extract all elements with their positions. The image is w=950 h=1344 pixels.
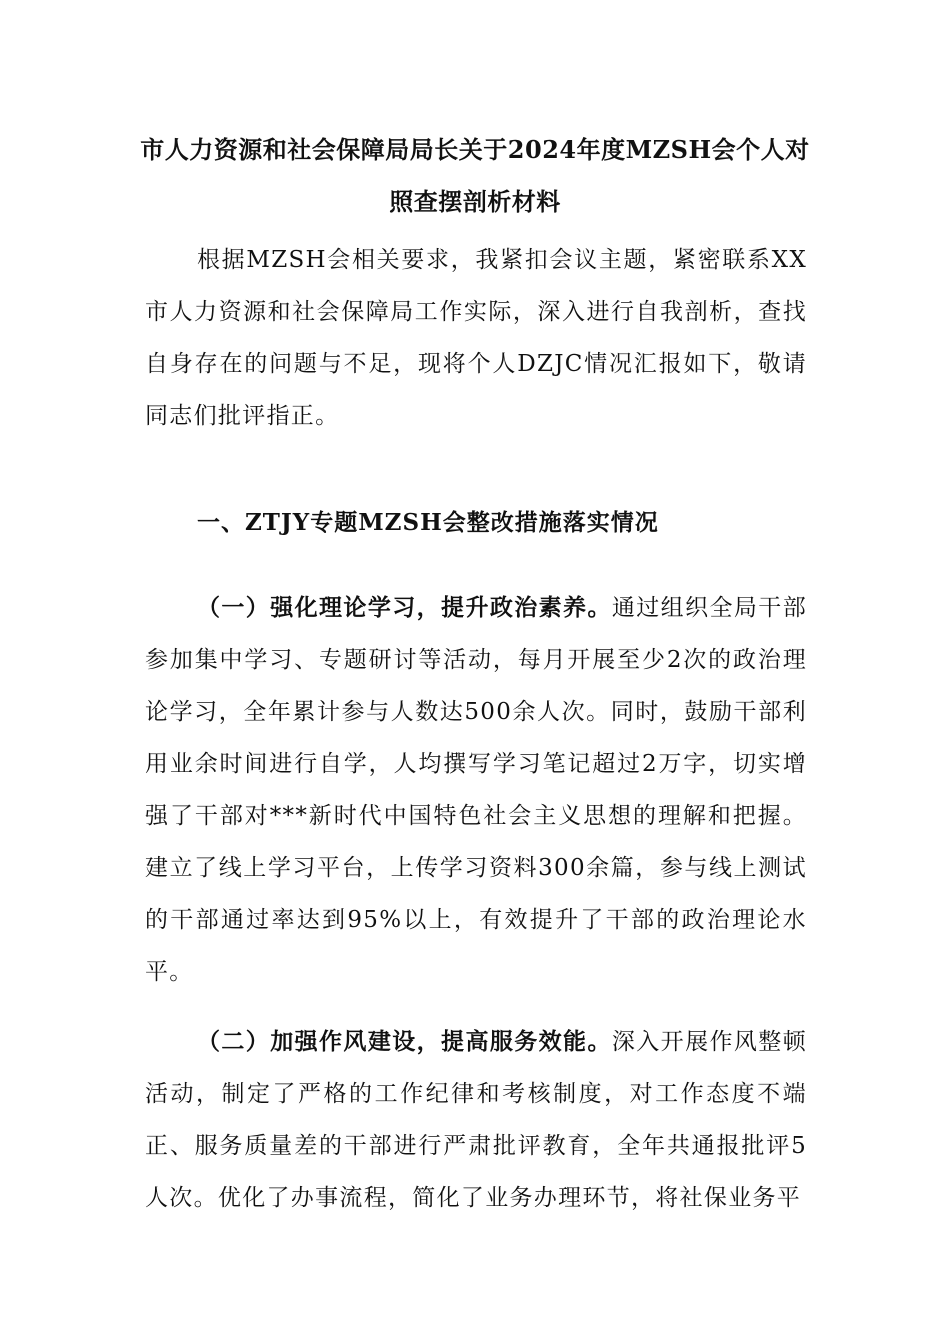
intro-paragraph: 根据MZSH会相关要求，我紧扣会议主题，紧密联系XX市人力资源和社会保障局工作实际，深入进行自我剖析，查找自身存在的问题与不足，现将个人DZJC情况汇报如下，敬请同志们批评指正。 bbox=[145, 247, 807, 429]
title-line-2: 照查摆剖析材料 bbox=[389, 187, 561, 216]
item-1-lead: （一）强化理论学习，提升政治素养。 bbox=[197, 594, 612, 621]
section-heading-1: 一、ZTJY专题MZSH会整改措施落实情况 bbox=[197, 509, 659, 536]
item-1-body: 通过组织全局干部参加集中学习、专题研讨等活动，每月开展至少2次的政治理论学习，全年累计参与人数达500余人次。同时，鼓励干部利用业余时间进行自学，人均撰写学习笔记超过2万字，切实增强了干部对***新时代中国特色社会主义思想的理解和把握。建立了线上学习平台，上传学习资料300余篇，参与线上测试的干部通过率达到95%以上，有效提升了干部的政治理论水平。 bbox=[145, 595, 807, 985]
item-1-paragraph bbox=[145, 582, 807, 998]
item-2-paragraph bbox=[145, 1016, 807, 1224]
document-title bbox=[140, 124, 810, 228]
title-line-1: 市人力资源和社会保障局局长关于2024年度MZSH会个人对 bbox=[140, 135, 810, 164]
item-2-lead: （二）加强作风建设，提高服务效能。 bbox=[197, 1028, 612, 1055]
item-2-body: 深入开展作风整顿活动，制定了严格的工作纪律和考核制度，对工作态度不端正、服务质量差的干部进行严肃批评教育，全年共通报批评5人次。优化了办事流程，简化了业务办理环节，将社保业务平 bbox=[145, 1029, 807, 1211]
